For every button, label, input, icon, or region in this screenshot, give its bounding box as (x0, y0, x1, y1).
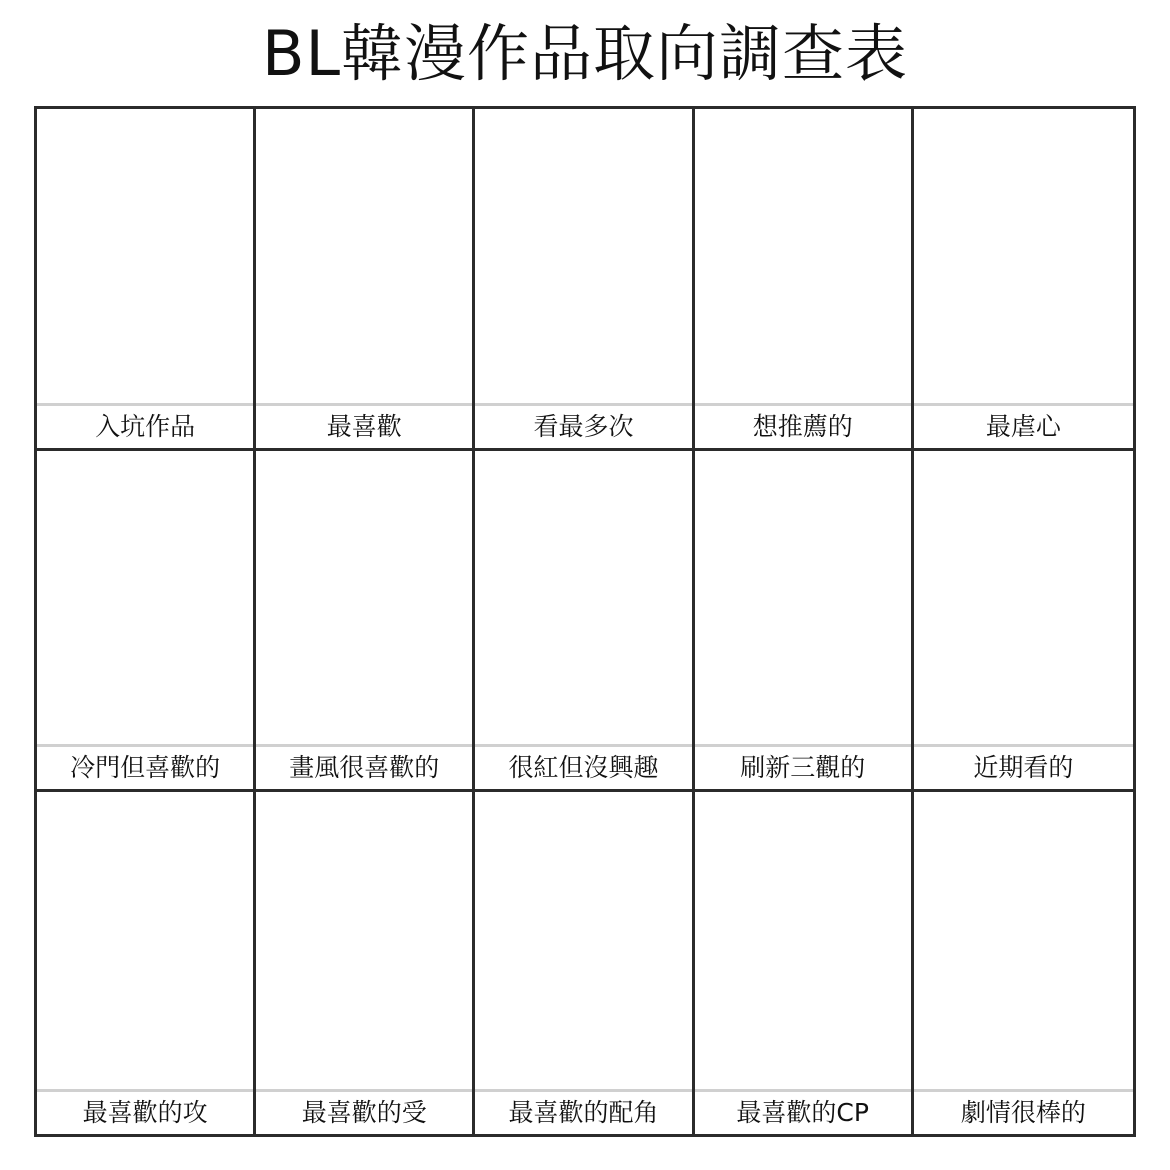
survey-cell[interactable] (475, 792, 694, 1134)
image-slot[interactable] (695, 792, 911, 1090)
cell-label: 最虐心 (914, 403, 1133, 448)
survey-cell[interactable] (37, 792, 256, 1134)
image-slot[interactable] (37, 792, 253, 1090)
image-slot[interactable] (914, 109, 1133, 404)
survey-cell[interactable] (695, 792, 914, 1134)
cell-label: 近期看的 (914, 744, 1133, 789)
page-title: BL韓漫作品取向調查表 (261, 17, 909, 90)
cell-label: 很紅但沒興趣 (475, 744, 691, 789)
image-slot[interactable] (695, 451, 911, 746)
cell-label: 冷門但喜歡的 (37, 744, 253, 789)
image-slot[interactable] (914, 792, 1133, 1090)
image-slot[interactable] (256, 451, 472, 746)
cell-label: 最喜歡 (256, 403, 472, 448)
image-slot[interactable] (475, 109, 691, 404)
image-slot[interactable] (37, 109, 253, 404)
image-slot[interactable] (914, 451, 1133, 746)
image-slot[interactable] (475, 451, 691, 746)
survey-cell[interactable] (914, 109, 1133, 451)
cell-label: 入坑作品 (37, 403, 253, 448)
cell-label: 劇情很棒的 (914, 1089, 1133, 1134)
image-slot[interactable] (695, 109, 911, 404)
survey-cell[interactable] (695, 451, 914, 793)
survey-cell[interactable] (256, 451, 475, 793)
image-slot[interactable] (37, 451, 253, 746)
image-slot[interactable] (256, 109, 472, 404)
survey-cell[interactable] (475, 109, 694, 451)
image-slot[interactable] (475, 792, 691, 1090)
cell-label: 看最多次 (475, 403, 691, 448)
cell-label: 想推薦的 (695, 403, 911, 448)
cell-label: 最喜歡的CP (695, 1089, 911, 1134)
survey-cell[interactable] (475, 451, 694, 793)
survey-cell[interactable] (37, 109, 256, 451)
survey-cell[interactable] (914, 451, 1133, 793)
cell-label: 最喜歡的受 (256, 1089, 472, 1134)
survey-cell[interactable] (695, 109, 914, 451)
survey-cell[interactable] (37, 451, 256, 793)
cell-label: 刷新三觀的 (695, 744, 911, 789)
cell-label: 畫風很喜歡的 (256, 744, 472, 789)
survey-cell[interactable] (914, 792, 1133, 1134)
survey-grid (34, 106, 1136, 1137)
image-slot[interactable] (256, 792, 472, 1090)
cell-label: 最喜歡的配角 (475, 1089, 691, 1134)
survey-cell[interactable] (256, 792, 475, 1134)
cell-label: 最喜歡的攻 (37, 1089, 253, 1134)
survey-cell[interactable] (256, 109, 475, 451)
